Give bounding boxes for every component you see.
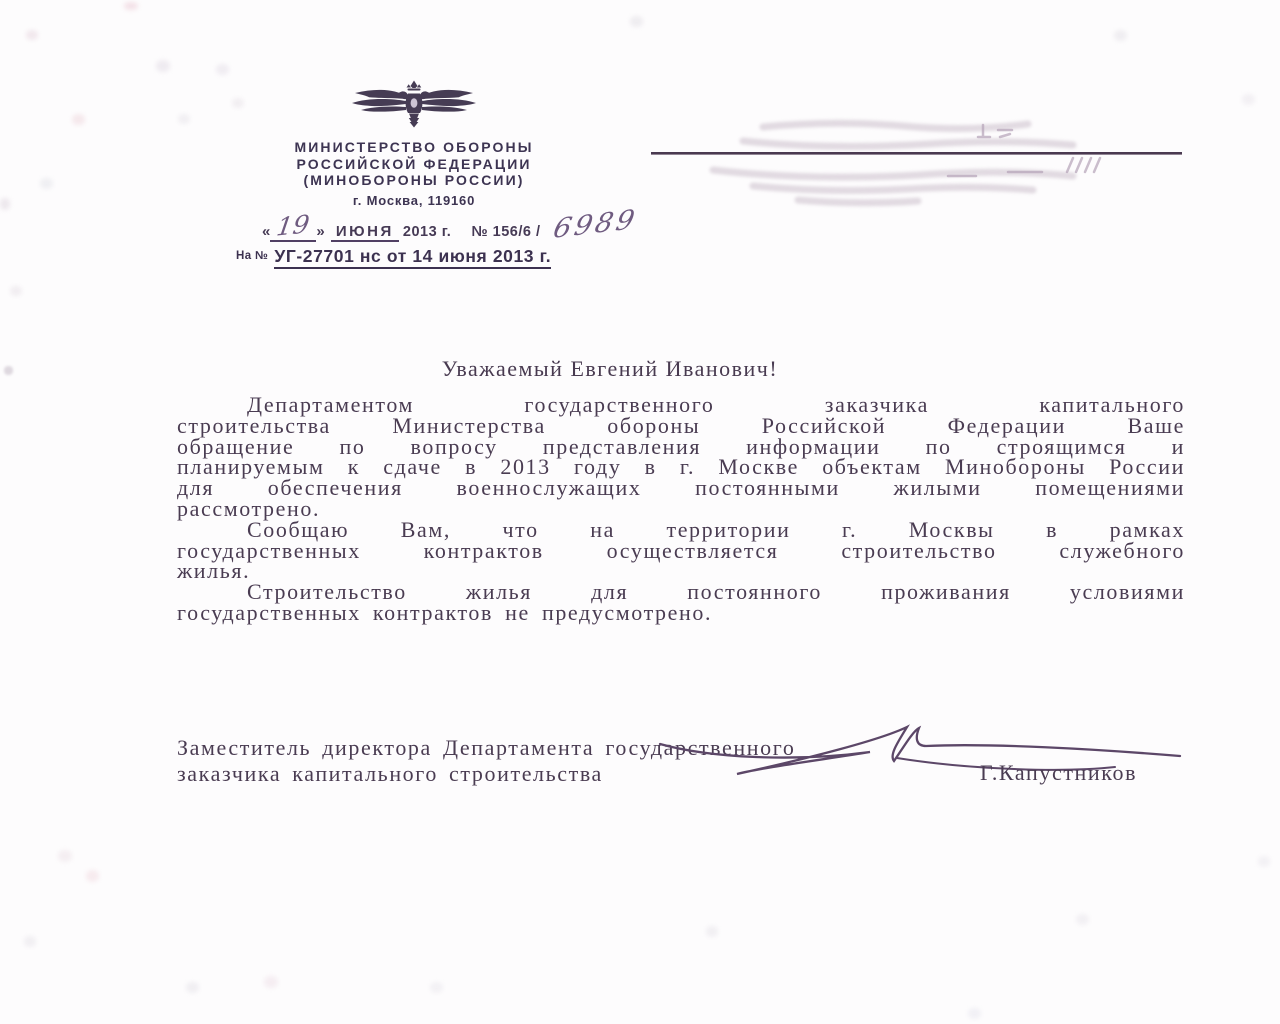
body-line: Сообщаю Вам, что на территории г. Москвы в рамках — [247, 516, 1185, 542]
handwritten-day: 19 — [275, 209, 312, 242]
scan-noise-speck — [630, 16, 643, 27]
open-quote: « — [262, 223, 271, 240]
scan-noise-speck — [178, 114, 190, 124]
salutation: Уважаемый Евгений Иванович! — [441, 356, 779, 381]
ministry-header — [266, 139, 562, 209]
scan-noise-speck — [1242, 94, 1255, 105]
day-underline — [270, 209, 316, 242]
scan-noise-speck — [216, 64, 229, 75]
body-line: государственных контрактов не предусмотрено. — [177, 599, 713, 625]
reference-prefix: На № — [236, 250, 269, 262]
body-line: жилья. — [177, 558, 251, 584]
ministry-name-line-3: (МИНОБОРОНЫ РОССИИ) — [303, 172, 525, 188]
scan-noise-speck — [232, 98, 244, 108]
signer-name: Г.Капустников — [980, 760, 1138, 785]
ministry-name-line-1: МИНИСТЕРСТВО ОБОРОНЫ — [294, 139, 534, 155]
body-line: Строительство жилья для постоянного проживания условиями — [247, 579, 1185, 605]
body-line: для обеспечения военнослужащих постоянными жилыми помещениями — [177, 475, 1185, 501]
ministry-name-line-2: РОССИЙСКОЙ ФЕДЕРАЦИИ — [296, 155, 532, 172]
faded-address-stamp — [648, 112, 1188, 212]
scan-noise-speck — [124, 2, 138, 10]
city-line: г. Москва, 119160 — [352, 192, 476, 208]
scan-noise-speck — [24, 936, 36, 947]
scan-noise-speck — [706, 926, 718, 937]
month-label: ИЮНЯ — [331, 223, 399, 242]
scan-noise-speck — [968, 1008, 981, 1019]
stamp-rule-line — [651, 152, 1182, 155]
date-line — [262, 204, 640, 245]
outgoing-number-label: № 156/6 / — [471, 224, 541, 240]
close-quote: » — [316, 223, 325, 240]
scan-noise-speck — [186, 982, 199, 993]
body-line: обращение по вопросу представления информации по строящимся и — [177, 433, 1185, 459]
handwritten-number: 6989 — [550, 204, 640, 245]
scan-noise-speck — [156, 60, 170, 72]
scan-noise-speck — [1114, 30, 1127, 41]
scan-noise-speck — [1076, 914, 1089, 925]
signoff-line-2: заказчика капитального строительства — [177, 761, 603, 786]
reference-number: УГ-27701 нс от 14 июня 2013 г. — [274, 246, 551, 269]
letter-body — [177, 392, 1185, 625]
scan-noise-speck — [58, 850, 72, 862]
body-line: планируемым к сдаче в 2013 году в г. Москве объектам Минобороны России — [177, 454, 1185, 480]
scan-noise-speck — [1258, 856, 1270, 867]
body-line: рассмотрено. — [177, 495, 321, 521]
scan-noise-speck — [72, 114, 85, 125]
scan-noise-speck — [86, 870, 99, 882]
scan-noise-speck — [26, 30, 38, 40]
body-line: строительства Министерства обороны Российской Федерации Ваше — [177, 412, 1185, 438]
double-eagle-emblem-icon — [350, 79, 478, 129]
scan-noise-speck — [10, 286, 22, 296]
signoff-line-1: Заместитель директора Департамента государственного — [177, 735, 796, 760]
scan-noise-speck — [4, 366, 13, 375]
scan-noise-speck — [40, 178, 53, 189]
scan-noise-speck — [264, 976, 278, 988]
body-line: государственных контрактов осуществляется строительство служебного — [177, 537, 1185, 563]
scan-noise-speck — [0, 198, 10, 210]
body-line: Департаментом государственного заказчика капитального — [247, 392, 1185, 417]
reference-line — [236, 246, 551, 267]
year-label: 2013 г. — [402, 224, 452, 240]
scan-noise-speck — [430, 982, 443, 993]
